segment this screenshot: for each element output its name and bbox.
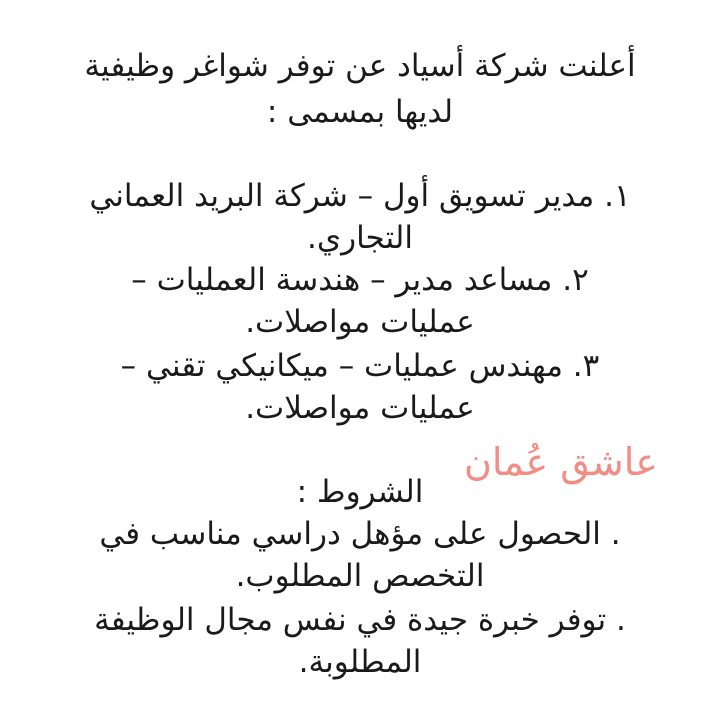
condition-2-line-1: . توفر خبرة جيدة في نفس مجال الوظيفة (94, 602, 626, 638)
condition-2-line-2: المطلوبة. (298, 644, 422, 680)
condition-1-line-2: التخصص المطلوب. (235, 558, 485, 594)
job-2-line-2: عمليات مواصلات. (245, 304, 475, 340)
job-3-line-1: ٣. مهندس عمليات – ميكانيكي تقني – (120, 348, 600, 384)
condition-1-line-1: . الحصول على مؤهل دراسي مناسب في (99, 516, 621, 552)
intro-line-1: أعلنت شركة أسياد عن توفر شواغر وظيفية (84, 48, 636, 84)
watermark-signature: عاشق عُمان (464, 440, 658, 484)
conditions-heading: الشروط : (296, 474, 424, 510)
job-3-line-2: عمليات مواصلات. (245, 390, 475, 426)
job-2-line-1: ٢. مساعد مدير – هندسة العمليات – (131, 262, 589, 298)
job-1-line-1: ١. مدير تسويق أول – شركة البريد العماني (89, 178, 631, 214)
job-1-line-2: التجاري. (307, 220, 413, 256)
intro-line-2: لديها بمسمى : (266, 94, 454, 130)
